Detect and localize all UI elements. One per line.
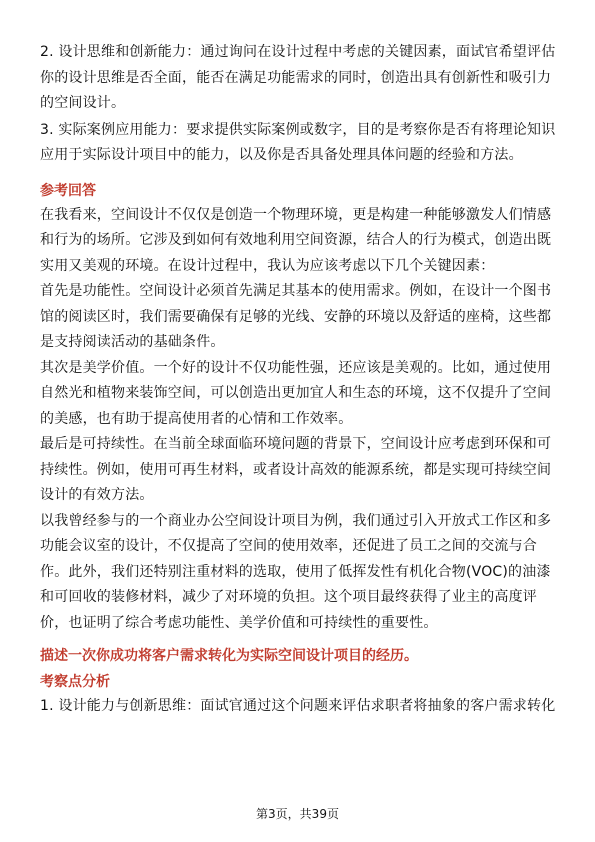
reference-answer-heading: 参考回答: [40, 182, 96, 199]
page-content: [40, 40, 560, 720]
analysis-point-1: 1. 设计能力与创新思维：面试官通过这个问题来评估求职者将抽象的客户需求转化: [40, 698, 556, 714]
page-number-footer: 第3页，共39页: [256, 807, 339, 821]
assessment-point-2: 2. 设计思维和创新能力：通过询问在设计过程中考虑的关键因素，面试官希望评估你的设计思维是否全面，能否在满足功能需求的同时，创造出具有创新性和吸引力的空间设计。: [40, 44, 556, 111]
interview-question: 描述一次你成功将客户需求转化为实际空间设计项目的经历。: [40, 648, 418, 664]
answer-paragraph-sustainability: 最后是可持续性。在当前全球面临环境问题的背景下，空间设计应考虑到环保和可持续性。例如，使用可再生材料，或者设计高效的能源系统，都是实现可持续空间设计的有效方法。: [40, 436, 552, 503]
answer-paragraph-functionality: 首先是功能性。空间设计必须首先满足其基本的使用需求。例如，在设计一个图书馆的阅读区时，我们需要确保有足够的光线、安静的环境以及舒适的座椅，这些都是支持阅读活动的基础条件。: [40, 283, 552, 350]
assessment-point-3: 3. 实际案例应用能力：要求提供实际案例或数字，目的是考察你是否有将理论知识应用于实际设计项目中的能力，以及你是否具备处理具体问题的经验和方法。: [40, 121, 556, 163]
answer-paragraph-intro: 在我看来，空间设计不仅仅是创造一个物理环境，更是构建一种能够激发人们情感和行为的场所。它涉及到如何有效地利用空间资源，结合人的行为模式，创造出既实用又美观的环境。在设计过程中，我认为应该考虑以下几个关键因素：: [40, 206, 552, 274]
analysis-heading: 考察点分析: [40, 674, 110, 690]
answer-paragraph-example: 以我曾经参与的一个商业办公空间设计项目为例，我们通过引入开放式工作区和多功能会议室的设计，不仅提高了空间的使用效率，还促进了员工之间的交流与合作。此外，我们还特别注重材料的选取，使用了低挥发性有机化合物(VOC)的油漆和可回收的装修材料，减少了对环境的负担。这个项目最终获得了业主的高度评价，也证明了综合考虑功能性、美学价值和可持续性的重要性。: [40, 512, 552, 631]
answer-paragraph-aesthetics: 其次是美学价值。一个好的设计不仅功能性强，还应该是美观的。比如，通过使用自然光和植物来装饰空间，可以创造出更加宜人和生态的环境，这不仅提升了空间的美感，也有助于提高使用者的心情和工作效率。: [40, 359, 552, 427]
